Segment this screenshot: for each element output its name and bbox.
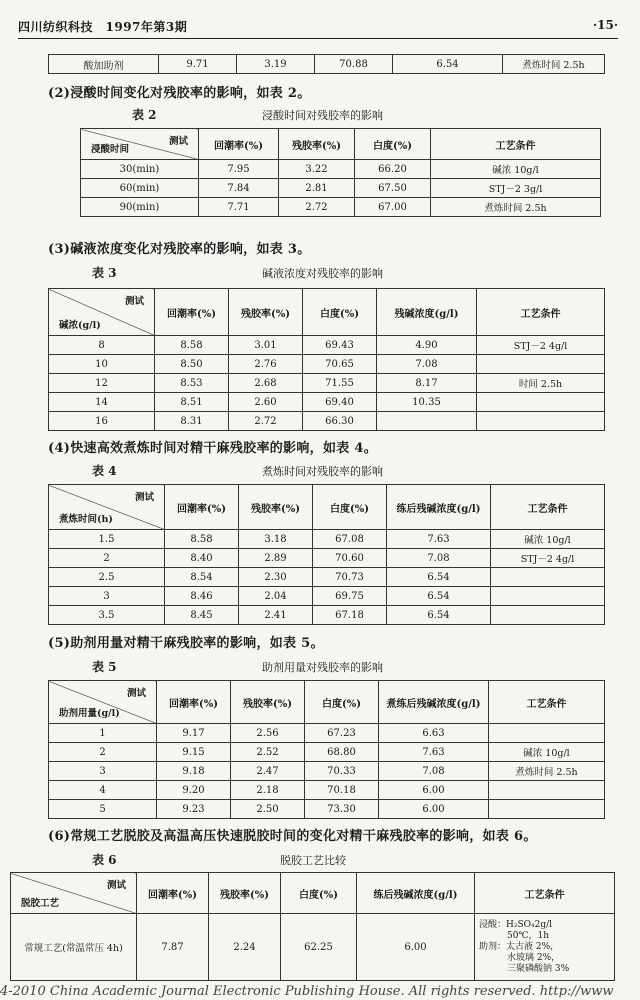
table-cell: 7.63 (387, 530, 491, 549)
table-2-number: 表 2 (132, 108, 157, 122)
table-cell: 2.04 (239, 587, 313, 606)
table-cell: 90(min) (81, 198, 199, 217)
table-cell: 6.00 (379, 800, 489, 819)
page-header (18, 14, 618, 39)
table-cell: 8.46 (165, 587, 239, 606)
table-cell: 6.54 (393, 55, 503, 74)
table-cell: 2.56 (231, 724, 305, 743)
table-cell: STJ－2 4g/l (477, 336, 605, 355)
column-header: 工艺条件 (475, 873, 615, 914)
table-cell: 8.50 (155, 355, 229, 374)
table-cell: 8.54 (165, 568, 239, 587)
table-cell: 7.95 (199, 160, 279, 179)
table-cell: 9.20 (157, 781, 231, 800)
table-row (81, 179, 601, 198)
table-cell: 73.30 (305, 800, 379, 819)
table-cell (489, 781, 605, 800)
table-4 (48, 484, 605, 625)
table-cell: 8.53 (155, 374, 229, 393)
table-6 (10, 872, 615, 981)
table-cell: 9.71 (159, 55, 237, 74)
table-cell: 6.00 (357, 914, 475, 981)
column-header: 工艺条件 (431, 129, 601, 160)
table-cell: 2 (49, 549, 165, 568)
column-header: 残胶率(%) (239, 485, 313, 530)
condition-line: 水玻璃 2%， (507, 952, 561, 963)
table-cell: 66.20 (355, 160, 431, 179)
table-cell: 2.5 (49, 568, 165, 587)
column-header: 白度(%) (355, 129, 431, 160)
table-cell: 7.84 (199, 179, 279, 198)
table-cell: 8.17 (377, 374, 477, 393)
table-cell: 2.76 (229, 355, 303, 374)
table-cell: 3.19 (237, 55, 315, 74)
condition-line: 浸酸：H₂SO₄2g/l (479, 919, 553, 930)
table-cell: 9.17 (157, 724, 231, 743)
table-cell (477, 393, 605, 412)
table-6-caption: 脱胶工艺比较 (280, 854, 346, 867)
column-header: 工艺条件 (489, 681, 605, 724)
table-cell: 9.18 (157, 762, 231, 781)
table-cell: 煮炼时间 2.5h (503, 55, 605, 74)
table-cell (491, 606, 605, 625)
table-cell: 16 (49, 412, 155, 431)
section-3-heading: (3)碱液浓度变化对残胶率的影响，如表 3。 (48, 242, 311, 257)
table-cell: 7.87 (137, 914, 209, 981)
table-row (81, 198, 601, 217)
table-header-row (49, 485, 605, 530)
table-corner: 测试 助剂用量(g/l) (49, 681, 157, 724)
table-row (11, 914, 615, 981)
table-cell: 62.25 (281, 914, 357, 981)
table-cell: 碱浓 10g/l (491, 530, 605, 549)
column-header: 残胶率(%) (229, 289, 303, 336)
page-number: ·15· (592, 18, 618, 32)
table-row (49, 743, 605, 762)
table-cell: 67.00 (355, 198, 431, 217)
table-cell: 7.08 (377, 355, 477, 374)
table-2 (80, 128, 601, 217)
table-cell: 8 (49, 336, 155, 355)
table-cell: 69.40 (303, 393, 377, 412)
table-cell: 70.33 (305, 762, 379, 781)
table-cell: 酸加助剂 (49, 55, 159, 74)
table-corner: 测试 浸酸时间 (81, 129, 199, 160)
table-cell (491, 587, 605, 606)
table-cell: 煮炼时间 2.5h (431, 198, 601, 217)
table-cell: 2.60 (229, 393, 303, 412)
table-cell: 3.01 (229, 336, 303, 355)
process-conditions (475, 914, 615, 981)
table-cell: 2.52 (231, 743, 305, 762)
column-header: 煮练后残碱浓度(g/l) (379, 681, 489, 724)
table-row (49, 762, 605, 781)
table-cell: 2.89 (239, 549, 313, 568)
column-header: 残胶率(%) (209, 873, 281, 914)
table-cell: 8.45 (165, 606, 239, 625)
table-cell: 常规工艺(常温常压 4h) (11, 914, 137, 981)
table-cell: 70.88 (315, 55, 393, 74)
table-cell: 2.18 (231, 781, 305, 800)
column-header: 练后残碱浓度(g/l) (357, 873, 475, 914)
column-header: 残胶率(%) (279, 129, 355, 160)
table-header-row (49, 681, 605, 724)
table-cell: 8.51 (155, 393, 229, 412)
table-cell: 2.24 (209, 914, 281, 981)
table-cell (489, 724, 605, 743)
table-row (49, 606, 605, 625)
column-header: 回潮率(%) (165, 485, 239, 530)
table-cell (377, 412, 477, 431)
table-row (49, 374, 605, 393)
table-cell: STJ－2 4g/l (491, 549, 605, 568)
condition-line: 助剂：太古液 2%， (479, 941, 560, 952)
table-cell: 1.5 (49, 530, 165, 549)
table-cell: 67.23 (305, 724, 379, 743)
table-cell: 8.58 (155, 336, 229, 355)
table-cell: 7.08 (387, 549, 491, 568)
table-cell: 67.18 (313, 606, 387, 625)
table-4-caption: 煮炼时间对残胶率的影响 (262, 465, 383, 478)
column-header: 回潮率(%) (155, 289, 229, 336)
column-header: 回潮率(%) (137, 873, 209, 914)
table-cell (491, 568, 605, 587)
table-row (49, 355, 605, 374)
table-cell: 5 (49, 800, 157, 819)
table-header-row (49, 289, 605, 336)
journal-name: 四川纺织科技 1997年第3期 (18, 20, 188, 34)
table-cell (489, 800, 605, 819)
table-1-last-row (48, 54, 605, 74)
table-cell: 8.31 (155, 412, 229, 431)
table-cell: 3 (49, 587, 165, 606)
table-cell: 14 (49, 393, 155, 412)
table-cell: 60(min) (81, 179, 199, 198)
table-cell: STJ－2 3g/l (431, 179, 601, 198)
table-cell: 4.90 (377, 336, 477, 355)
column-header: 白度(%) (303, 289, 377, 336)
table-5-number: 表 5 (92, 660, 117, 674)
condition-line: 三聚磷酸钠 3% (507, 963, 570, 974)
table-cell: 1 (49, 724, 157, 743)
table-cell: 68.80 (305, 743, 379, 762)
table-cell: 7.71 (199, 198, 279, 217)
section-2-heading: (2)浸酸时间变化对残胶率的影响，如表 2。 (48, 86, 311, 101)
table-row (49, 549, 605, 568)
table-row (49, 587, 605, 606)
table-cell: 2.68 (229, 374, 303, 393)
table-cell: 10 (49, 355, 155, 374)
table-cell: 6.63 (379, 724, 489, 743)
copyright-footer: 4-2010 China Academic Journal Electronic Publishing House. All rights reserved. http://www (0, 984, 614, 999)
table-cell: 71.55 (303, 374, 377, 393)
column-header: 回潮率(%) (199, 129, 279, 160)
table-cell: 碱浓 10g/l (431, 160, 601, 179)
table-row (49, 336, 605, 355)
table-cell: 2.72 (229, 412, 303, 431)
table-3 (48, 288, 605, 431)
table-cell: 6.54 (387, 568, 491, 587)
table-cell: 12 (49, 374, 155, 393)
condition-line: 50℃，1h (507, 930, 550, 941)
table-cell: 9.15 (157, 743, 231, 762)
table-corner: 测试 脱胶工艺 (11, 873, 137, 914)
table-3-number: 表 3 (92, 266, 117, 280)
table-cell: 6.54 (387, 587, 491, 606)
table-cell (477, 412, 605, 431)
table-cell: 67.08 (313, 530, 387, 549)
table-header-row (81, 129, 601, 160)
column-header: 白度(%) (313, 485, 387, 530)
column-header: 工艺条件 (477, 289, 605, 336)
table-cell: 2.81 (279, 179, 355, 198)
table-cell: 70.73 (313, 568, 387, 587)
table-cell: 时间 2.5h (477, 374, 605, 393)
table-cell: 2.30 (239, 568, 313, 587)
table-cell: 7.63 (379, 743, 489, 762)
table-cell: 10.35 (377, 393, 477, 412)
section-5-heading: (5)助剂用量对精干麻残胶率的影响，如表 5。 (48, 636, 324, 651)
column-header: 残胶率(%) (231, 681, 305, 724)
table-cell: 9.23 (157, 800, 231, 819)
table-row (81, 160, 601, 179)
table-cell: 2.47 (231, 762, 305, 781)
column-header: 残碱浓度(g/l) (377, 289, 477, 336)
table-cell: 67.50 (355, 179, 431, 198)
table-header-row (11, 873, 615, 914)
column-header: 练后残碱浓度(g/l) (387, 485, 491, 530)
table-corner: 测试 碱浓(g/l) (49, 289, 155, 336)
table-cell: 2.50 (231, 800, 305, 819)
column-header: 工艺条件 (491, 485, 605, 530)
table-cell: 30(min) (81, 160, 199, 179)
table-cell: 69.75 (313, 587, 387, 606)
table-row (49, 412, 605, 431)
table-cell: 70.65 (303, 355, 377, 374)
table-cell: 69.43 (303, 336, 377, 355)
table-row (49, 724, 605, 743)
table-3-caption: 碱液浓度对残胶率的影响 (262, 267, 383, 280)
table-cell: 6.00 (379, 781, 489, 800)
table-corner: 测试 煮炼时间(h) (49, 485, 165, 530)
table-cell: 3.18 (239, 530, 313, 549)
table-cell: 3 (49, 762, 157, 781)
table-cell: 70.60 (313, 549, 387, 568)
table-cell: 碱浓 10g/l (489, 743, 605, 762)
table-cell: 4 (49, 781, 157, 800)
table-4-number: 表 4 (92, 464, 117, 478)
table-row (49, 781, 605, 800)
table-cell (477, 355, 605, 374)
table-cell: 66.30 (303, 412, 377, 431)
table-6-number: 表 6 (92, 853, 117, 867)
table-cell: 3.5 (49, 606, 165, 625)
table-cell: 煮炼时间 2.5h (489, 762, 605, 781)
table-cell: 6.54 (387, 606, 491, 625)
table-cell: 2.72 (279, 198, 355, 217)
table-5-caption: 助剂用量对残胶率的影响 (262, 661, 383, 674)
table-cell: 8.40 (165, 549, 239, 568)
table-row (49, 530, 605, 549)
table-2-caption: 浸酸时间对残胶率的影响 (262, 109, 383, 122)
table-cell: 2.41 (239, 606, 313, 625)
column-header: 白度(%) (305, 681, 379, 724)
table-cell: 3.22 (279, 160, 355, 179)
section-4-heading: (4)快速高效煮炼时间对精干麻残胶率的影响，如表 4。 (48, 441, 378, 456)
table-cell: 7.08 (379, 762, 489, 781)
table-cell: 8.58 (165, 530, 239, 549)
table-cell: 70.18 (305, 781, 379, 800)
table-row (49, 55, 605, 74)
table-5 (48, 680, 605, 819)
column-header: 白度(%) (281, 873, 357, 914)
table-row (49, 800, 605, 819)
table-row (49, 568, 605, 587)
section-6-heading: (6)常规工艺脱胶及高温高压快速脱胶时间的变化对精干麻残胶率的影响，如表 6。 (48, 829, 537, 844)
column-header: 回潮率(%) (157, 681, 231, 724)
table-cell: 2 (49, 743, 157, 762)
table-row (49, 393, 605, 412)
